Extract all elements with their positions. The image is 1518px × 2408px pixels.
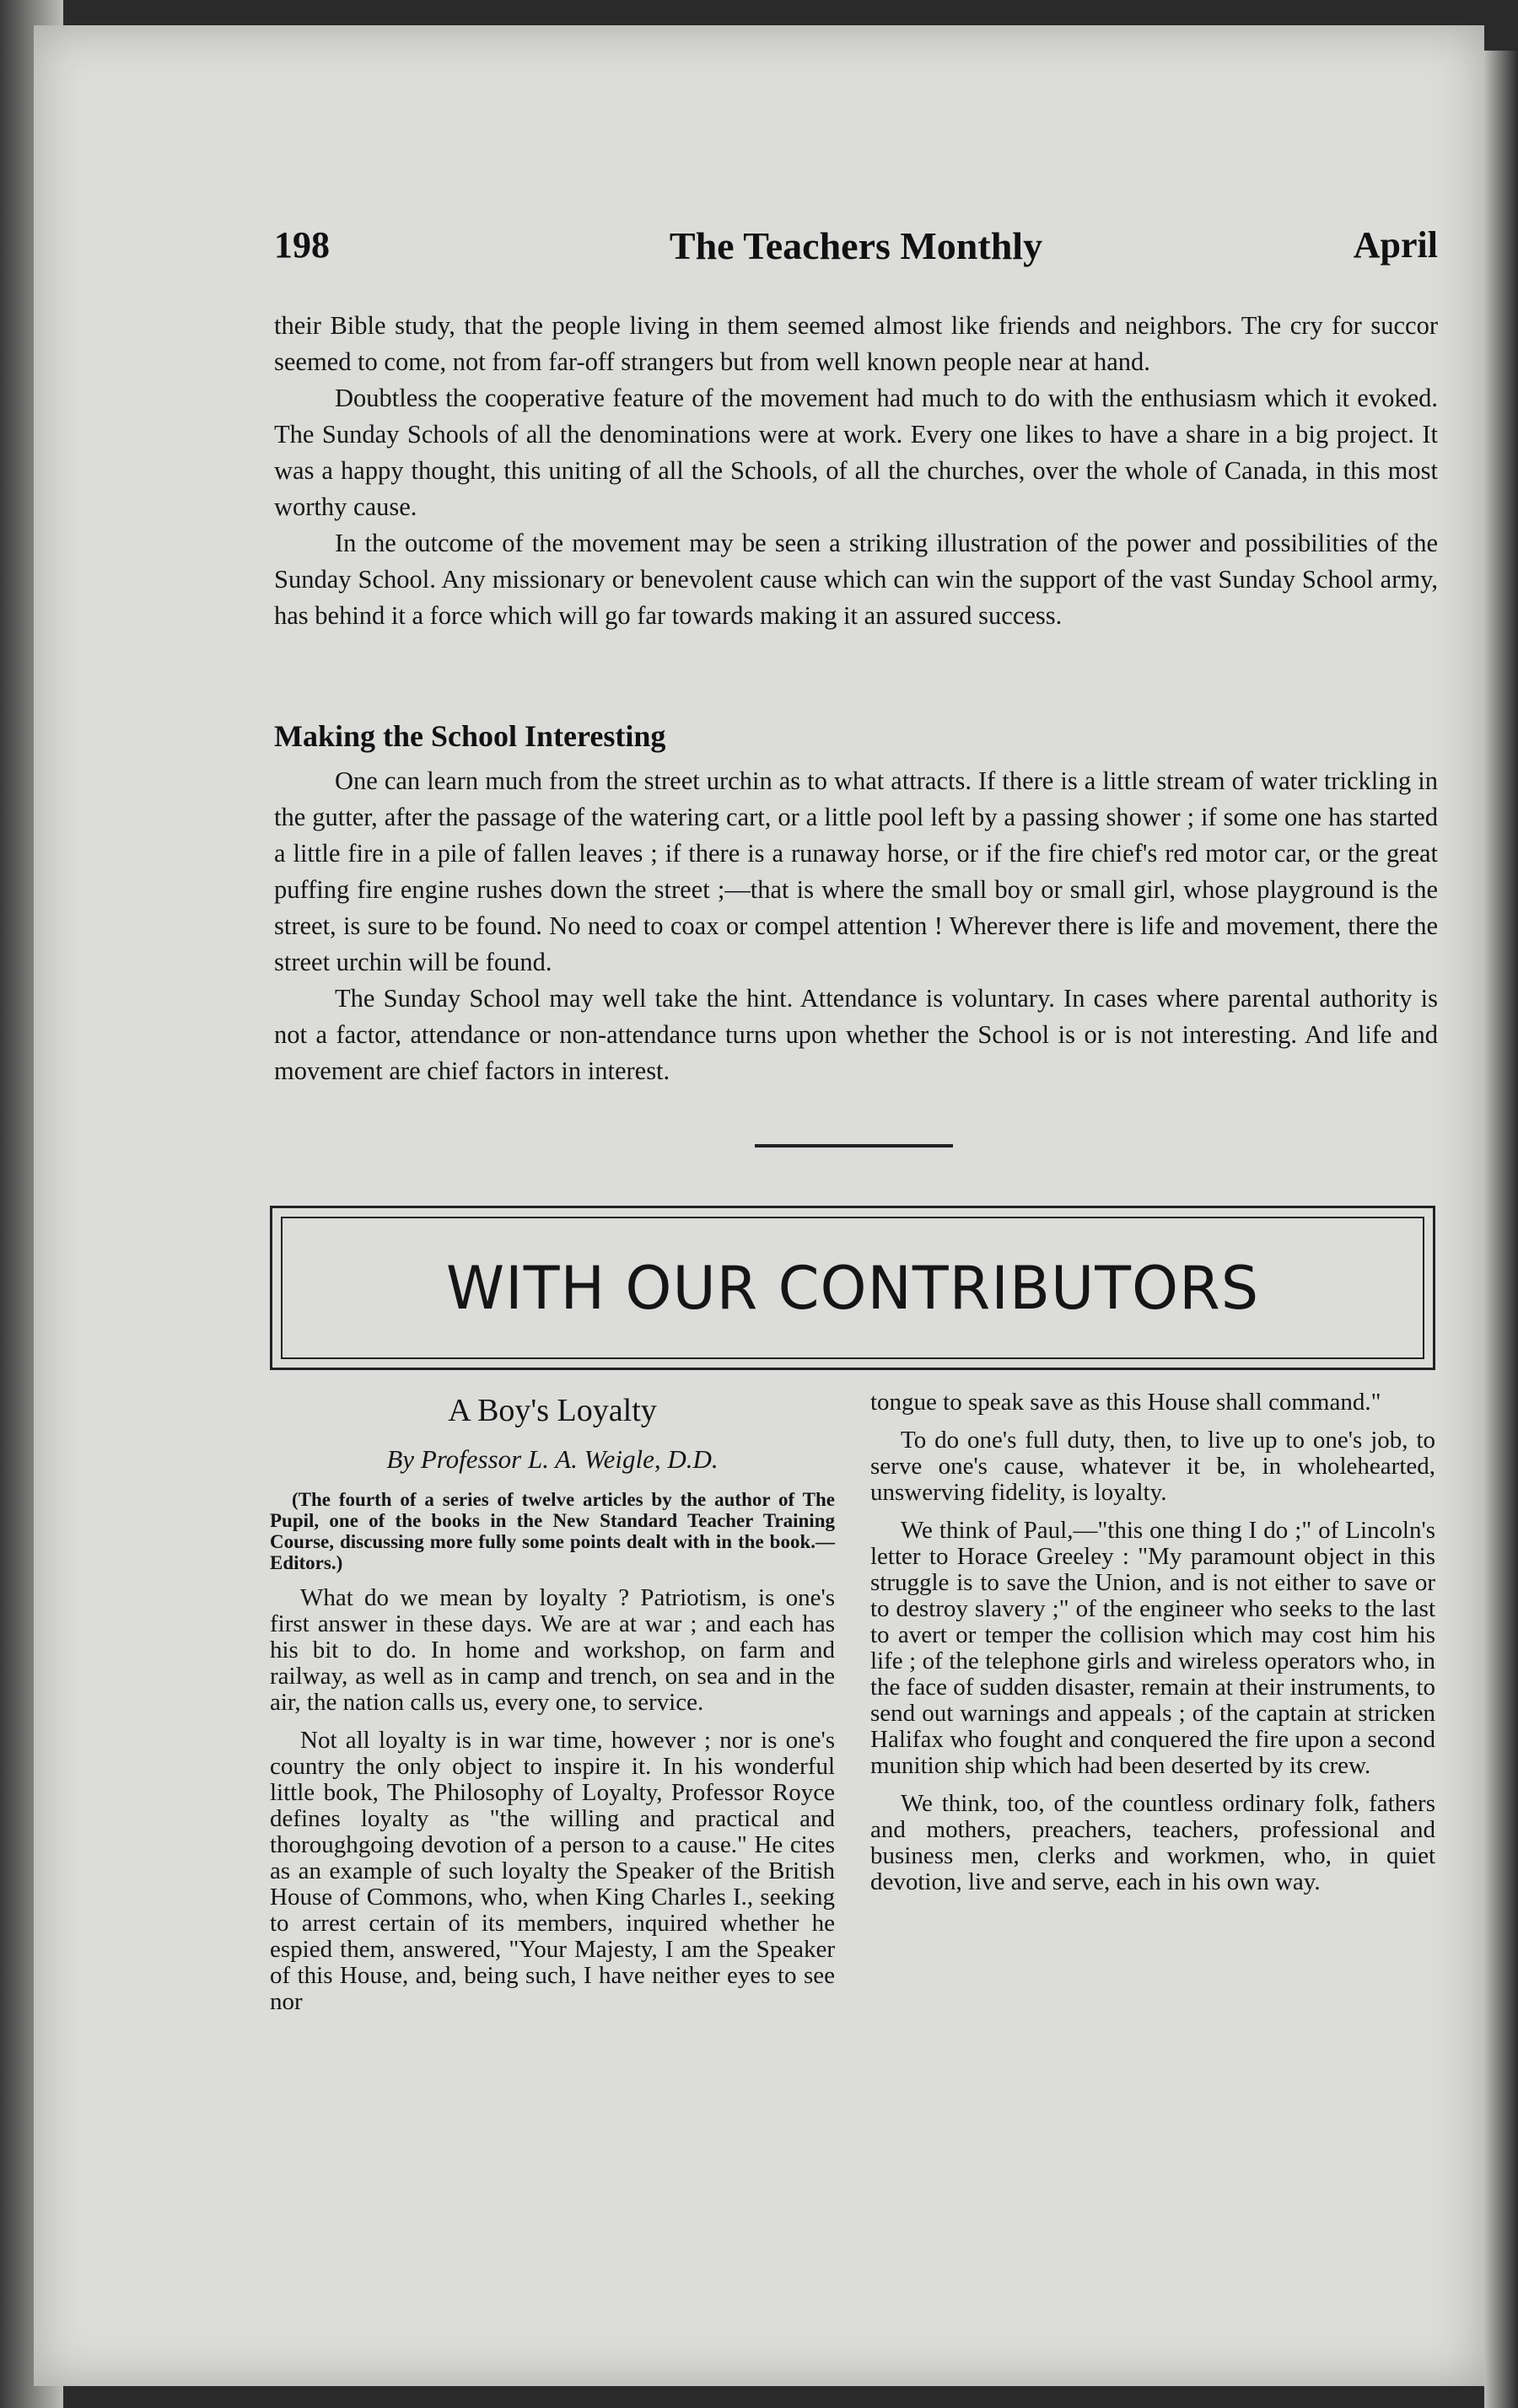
issue-month: April <box>1353 224 1438 266</box>
paragraph: In the outcome of the movement may be seen a striking illustration of the power and possibilities of the Sunday School. Any missionary or benevolent cause which can win the support of the vast Sunday School army, has behind it a force which will go far towards making it an assured success. <box>274 529 1438 630</box>
running-header <box>274 223 1438 274</box>
page-number: 198 <box>274 224 330 266</box>
section-text <box>274 763 1438 1089</box>
contributors-banner <box>270 1206 1435 1370</box>
paragraph: Not all loyalty is in war time, however ; nor is one's country the only object to inspire it. In his wonderful little book, The Philosophy of Loyalty, Professor Royce defines loyalty as "the willing and practical and thoroughgoing devotion of a person to a cause." He cites as an example of such loyalty the Speaker of the British House of Commons, who, when King Charles I., seeking to arrest certain of its members, inquired whether he espied them, answered, "Your Majesty, I am the Speaker of this House, and, being such, I have neither eyes to see nor <box>270 1727 835 2015</box>
paragraph: To do one's full duty, then, to live up to one's job, to serve one's cause, whatever it be, in wholehearted, unswerving fidelity, is loyalty. <box>870 1427 1435 1506</box>
paragraph: tongue to speak save as this House shall command." <box>870 1389 1381 1416</box>
paragraph: We think, too, of the countless ordinary folk, fathers and mothers, preachers, teachers, professional and business men, clerks and workmen, who, in quiet devotion, live and serve, each in his own way. <box>870 1790 1435 1895</box>
editor-note: (The fourth of a series of twelve articles by the author of The Pupil, one of the books in the New Standard Teacher Training Course, discussing more fully some points dealt with in the book.—Editors.) <box>270 1489 835 1573</box>
paragraph: The Sunday School may well take the hint. Attendance is voluntary. In cases where parental authority is not a factor, attendance or non-attendance turns upon whether the School is or is not interesting. And life and movement are chief factors in interest. <box>274 984 1438 1085</box>
intro-text <box>274 308 1438 634</box>
banner-inner-frame <box>281 1217 1424 1359</box>
section-heading: Making the School Interesting <box>274 719 666 753</box>
article-left-column <box>270 1391 835 2027</box>
paragraph: their Bible study, that the people living in them seemed almost like friends and neighbors. The cry for succor seemed to come, not from far-off strangers but from well known people near at hand. <box>274 311 1438 376</box>
paragraph: We think of Paul,—"this one thing I do ;" of Lincoln's letter to Horace Greeley : "My paramount object in this struggle is to save the Union, and is not either to save or to destroy slavery ;" of the engineer who seeks to the last to avert or temper the collision which may cost him his life ; of the telephone girls and wireless operators who, in the face of sudden disaster, remain at their instruments, to send out warnings and appeals ; of the captain at stricken Halifax who fought and conquered the fire upon a second munition ship which had been deserted by its crew. <box>870 1517 1435 1779</box>
section-divider <box>755 1144 953 1148</box>
paragraph: What do we mean by loyalty ? Patriotism, is one's first answer in these days. We are at war ; and each has his bit to do. In home and workshop, on farm and railway, as well as in camp and trench, on sea and in the air, the nation calls us, every one, to service. <box>270 1584 835 1716</box>
page-edge-shadow <box>1484 51 1518 2408</box>
banner-title: WITH OUR CONTRIBUTORS <box>445 1253 1260 1323</box>
paragraph: Doubtless the cooperative feature of the movement had much to do with the enthusiasm which it evoked. The Sunday Schools of all the denominations were at work. Every one likes to have a share in a big project. It was a happy thought, this uniting of all the Schools, of all the churches, over the whole of Canada, in this most worthy cause. <box>274 384 1438 521</box>
journal-title: The Teachers Monthly <box>669 224 1043 267</box>
paragraph: One can learn much from the street urchin as to what attracts. If there is a little stream of water trickling in the gutter, after the passage of the watering cart, or a little pool left by a passing shower ; if some one has started a little fire in a pile of fallen leaves ; if there is a runaway horse, or if the fire chief's red motor car, or the great puffing fire engine rushes down the street ;—that is where the small boy or small girl, whose playground is the street, is sure to be found. No need to coax or compel attention ! Wherever there is life and movement, there the street urchin will be found. <box>274 766 1438 976</box>
article-right-column <box>870 1389 1435 1907</box>
article-title: A Boy's Loyalty <box>448 1393 657 1428</box>
article-byline: By Professor L. A. Weigle, D.D. <box>386 1444 719 1474</box>
